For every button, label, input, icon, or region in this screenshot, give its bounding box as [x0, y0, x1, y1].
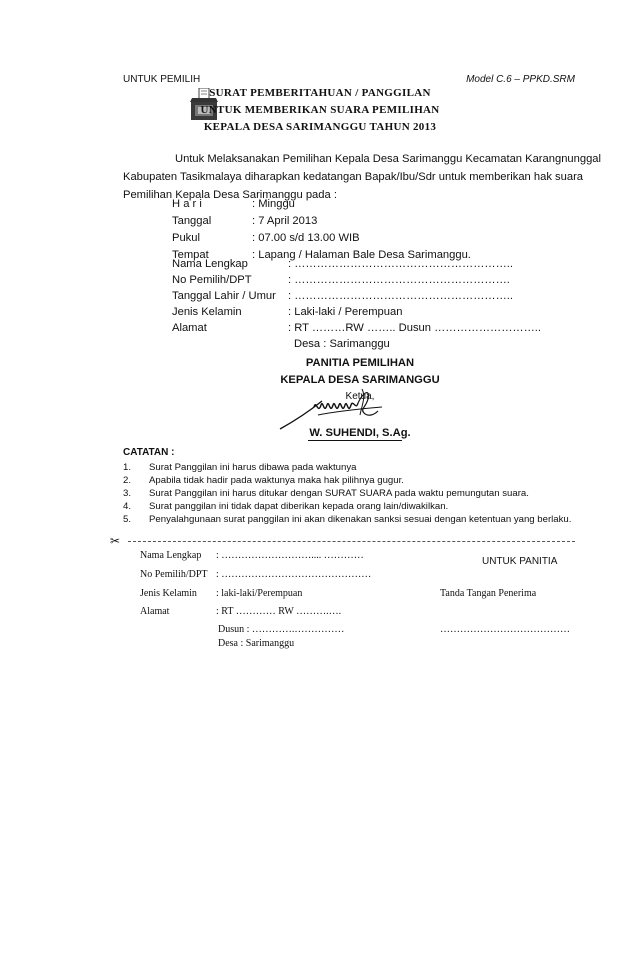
stub-committee-label: UNTUK PANITIA	[482, 556, 558, 567]
schedule-time-label: Pukul	[172, 232, 200, 244]
voter-dob-value: : …………………………………………………..	[288, 290, 513, 302]
note-number: 5.	[123, 514, 132, 525]
voter-name-label: Nama Lengkap	[172, 258, 248, 270]
voter-village-value: Desa : Sarimanggu	[294, 338, 390, 350]
schedule-time-value: : 07.00 s/d 13.00 WIB	[252, 232, 360, 244]
committee-name-underline	[308, 440, 402, 441]
note-number: 2.	[123, 475, 132, 486]
note-number: 3.	[123, 488, 132, 499]
note-number: 4.	[123, 501, 132, 512]
schedule-place-label: Tempat	[172, 249, 209, 261]
schedule-date-value: : 7 April 2013	[252, 215, 318, 227]
voter-name-value: : …………………………………………………..	[288, 258, 513, 270]
note-item	[123, 474, 573, 487]
title-line-3: KEPALA DESA SARIMANGGU TAHUN 2013	[203, 121, 437, 133]
stub-dpt-value: : ………………………………………	[216, 569, 372, 580]
schedule-date-label: Tanggal	[172, 215, 212, 227]
stub-gender-label: Jenis Kelamin	[140, 588, 197, 599]
note-text: Apabila tidak hadir pada waktunya maka hak pilihnya gugur.	[149, 475, 404, 486]
scissors-icon: ✂	[110, 534, 121, 548]
intro-line-3: Pemilihan Kepala Desa Sarimanggu pada :	[123, 189, 337, 201]
signature-icon	[278, 385, 388, 433]
voter-dpt-label: No Pemilih/DPT	[172, 274, 252, 286]
stub-desa: Desa : Sarimanggu	[218, 638, 295, 649]
note-text: Surat Panggilan ini harus ditukar dengan SURAT SUARA pada waktu pemungutan suara.	[149, 488, 529, 499]
note-number: 1.	[123, 462, 132, 473]
header-right: Model C.6 – PPKD.SRM	[466, 74, 575, 85]
note-item	[123, 461, 573, 474]
voter-address-label: Alamat	[172, 322, 207, 334]
stub-name-value: : ……………………….... …………	[216, 550, 364, 561]
stub-dpt-label: No Pemilih/DPT	[140, 569, 208, 580]
intro-line-1: Untuk Melaksanakan Pemilihan Kepala Desa Sarimanggu Kecamatan Karangnunggal	[175, 153, 602, 165]
title-line-1: SURAT PEMBERITAHUAN / PANGGILAN	[209, 87, 431, 99]
title-line-2: UNTUK MEMBERIKAN SUARA PEMILIHAN	[200, 104, 440, 116]
voter-dpt-value: : ………………………………………………….	[288, 274, 510, 286]
voter-dob-label: Tanggal Lahir / Umur	[172, 290, 276, 302]
schedule-day-value: : Minggu	[252, 198, 295, 210]
committee-line-1: PANITIA PEMILIHAN	[305, 357, 415, 369]
note-text: Surat Panggilan ini harus dibawa pada waktunya	[149, 462, 357, 473]
header-left: UNTUK PEMILIH	[123, 74, 201, 85]
voter-gender-label: Jenis Kelamin	[172, 306, 242, 318]
voter-gender-value: : Laki-laki / Perempuan	[288, 306, 403, 318]
note-item	[123, 500, 573, 513]
cut-line	[128, 541, 575, 542]
note-text: Surat panggilan ini tidak dapat diberikan kepada orang lain/diwakilkan.	[149, 501, 449, 512]
stub-receiver-label: Tanda Tangan Penerima	[440, 588, 537, 599]
stub-gender-value: : laki-laki/Perempuan	[216, 588, 303, 599]
committee-line-2: KEPALA DESA SARIMANGGU	[280, 374, 440, 386]
voter-address-value: : RT ………RW …….. Dusun ………………………..	[288, 322, 541, 334]
committee-name: W. SUHENDI, S.Ag.	[309, 427, 411, 439]
notes-heading: CATATAN :	[123, 447, 175, 458]
stub-name-label: Nama Lengkap	[140, 550, 202, 561]
note-text: Penyalahgunaan surat panggilan ini akan dikenakan sanksi sesuai dengan ketentuan yang berlaku.	[149, 514, 572, 525]
stub-address-label: Alamat	[140, 606, 170, 617]
note-item	[123, 487, 573, 500]
schedule-day-label: H a r i	[172, 198, 202, 210]
note-item	[123, 513, 573, 539]
schedule-place-value: : Lapang / Halaman Bale Desa Sarimanggu.	[252, 249, 471, 261]
stub-receiver-line: …………………………………	[440, 624, 570, 635]
intro-line-2: Kabupaten Tasikmalaya diharapkan kedatangan Bapak/Ibu/Sdr untuk memberikan hak suara	[123, 171, 584, 183]
stub-address-value: : RT ………… RW ……….….	[216, 606, 342, 617]
stub-dusun: Dusun : ………….……………	[218, 624, 345, 635]
committee-role: Ketua,	[345, 391, 375, 402]
